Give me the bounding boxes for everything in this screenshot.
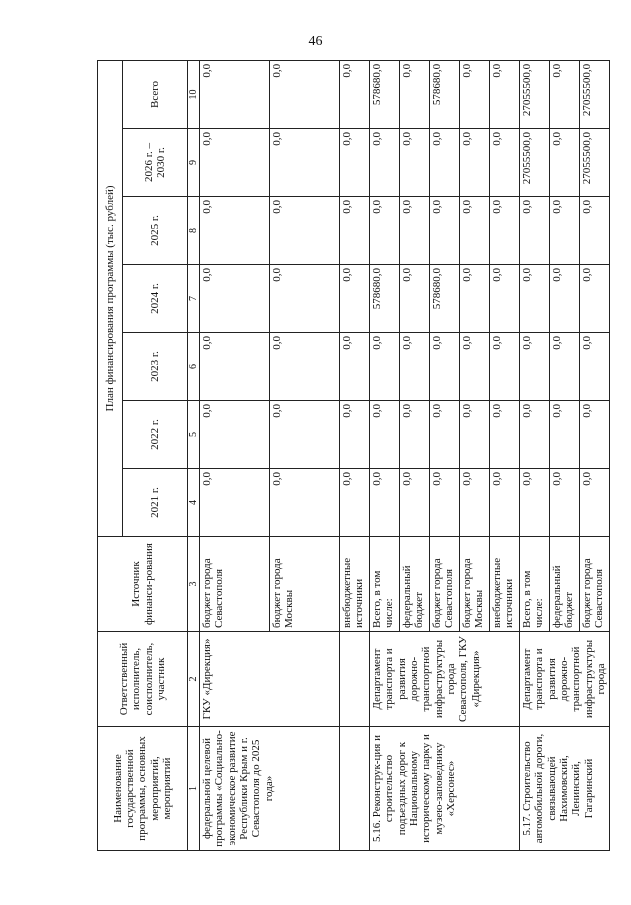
column-index: 2 xyxy=(188,632,200,727)
column-index: 8 xyxy=(188,197,200,265)
cell-2022: 0,0 xyxy=(200,401,270,469)
column-index: 6 xyxy=(188,333,200,401)
cell-2024: 0,0 xyxy=(550,265,580,333)
cell-2025: 0,0 xyxy=(550,197,580,265)
cell-2025: 0,0 xyxy=(430,197,460,265)
page-number: 46 xyxy=(308,34,323,49)
cell-2024: 0,0 xyxy=(580,265,610,333)
cell-2023: 0,0 xyxy=(460,333,490,401)
rotated-table-container xyxy=(97,61,607,851)
cell-2022: 0,0 xyxy=(340,401,370,469)
cell-2022: 0,0 xyxy=(270,401,340,469)
column-index: 3 xyxy=(188,537,200,632)
row-source: внебюджетные источники xyxy=(340,537,370,632)
row-name: федеральной целевой программы «Социально-экономическое развитие Республики Крым и г. Севастополя до 2025 года» xyxy=(200,727,340,851)
cell-total: 0,0 xyxy=(460,60,490,128)
cell-2021: 0,0 xyxy=(400,469,430,537)
cell-total: 0,0 xyxy=(270,60,340,128)
cell-2023: 0,0 xyxy=(400,333,430,401)
cell-2026-2030: 0,0 xyxy=(460,129,490,197)
cell-total: 0,0 xyxy=(340,60,370,128)
cell-2026-2030: 0,0 xyxy=(550,129,580,197)
header-2023: 2023 г. xyxy=(123,333,188,401)
cell-2023: 0,0 xyxy=(520,333,550,401)
row-name: 5.16. Реконструк-ция и строительство подъездных дорог к Национальному историческому парку и музею-заповеднику «Херсонес» xyxy=(370,727,520,851)
cell-2021: 0,0 xyxy=(270,469,340,537)
cell-2026-2030: 0,0 xyxy=(200,129,270,197)
cell-2023: 0,0 xyxy=(200,333,270,401)
cell-2025: 0,0 xyxy=(270,197,340,265)
cell-2023: 0,0 xyxy=(270,333,340,401)
cell-total: 578680,0 xyxy=(430,60,460,128)
cell-2022: 0,0 xyxy=(490,401,520,469)
cell-2024: 0,0 xyxy=(490,265,520,333)
cell-2023: 0,0 xyxy=(430,333,460,401)
cell-2026-2030: 27055500,0 xyxy=(580,129,610,197)
row-source: бюджет города Севастополя xyxy=(200,537,270,632)
cell-total: 0,0 xyxy=(490,60,520,128)
cell-2024: 0,0 xyxy=(270,265,340,333)
table-row xyxy=(370,60,400,850)
row-source: бюджет города Москвы xyxy=(460,537,490,632)
cell-total: 0,0 xyxy=(550,60,580,128)
cell-2021: 0,0 xyxy=(520,469,550,537)
column-index: 5 xyxy=(188,401,200,469)
cell-2024: 0,0 xyxy=(460,265,490,333)
cell-2023: 0,0 xyxy=(370,333,400,401)
column-index: 4 xyxy=(188,469,200,537)
cell-2025: 0,0 xyxy=(370,197,400,265)
financing-table xyxy=(97,60,610,851)
header-2024: 2024 г. xyxy=(123,265,188,333)
cell-2026-2030: 27055500,0 xyxy=(520,129,550,197)
row-source: бюджет города Москвы xyxy=(270,537,340,632)
header-executor: Ответственный исполнитель, соисполнитель, участник xyxy=(98,632,188,727)
cell-2023: 0,0 xyxy=(580,333,610,401)
cell-2025: 0,0 xyxy=(200,197,270,265)
cell-2023: 0,0 xyxy=(490,333,520,401)
row-name: 5.17. Строительство автомобильной дороги, связывающей Нахимовский, Ленинский, Гагаринский xyxy=(520,727,610,851)
header-name: Наименование государственной программы, основных мероприятий, мероприятий xyxy=(98,727,188,851)
cell-2024: 0,0 xyxy=(340,265,370,333)
cell-2026-2030: 0,0 xyxy=(430,129,460,197)
cell-2026-2030: 0,0 xyxy=(370,129,400,197)
cell-2022: 0,0 xyxy=(460,401,490,469)
cell-2024: 0,0 xyxy=(400,265,430,333)
header-plan: План финансирования программы (тыс. рублей) xyxy=(98,60,123,536)
cell-2022: 0,0 xyxy=(520,401,550,469)
header-2021: 2021 г. xyxy=(123,469,188,537)
row-source: Всего, в том числе: xyxy=(520,537,550,632)
row-source: федеральный бюджет xyxy=(400,537,430,632)
row-executor xyxy=(340,632,370,727)
row-source: бюджет города Севастополя xyxy=(430,537,460,632)
cell-2023: 0,0 xyxy=(340,333,370,401)
cell-2021: 0,0 xyxy=(550,469,580,537)
cell-2025: 0,0 xyxy=(490,197,520,265)
row-executor: Департамент транспорта и развития дорожно-транспортной инфраструктуры города xyxy=(520,632,610,727)
header-row-1 xyxy=(98,60,123,850)
header-2026-2030: 2026 г. – 2030 г. xyxy=(123,129,188,197)
cell-2022: 0,0 xyxy=(580,401,610,469)
cell-2021: 0,0 xyxy=(430,469,460,537)
cell-2024: 0,0 xyxy=(520,265,550,333)
cell-2021: 0,0 xyxy=(200,469,270,537)
column-index-row xyxy=(188,60,200,850)
column-index: 10 xyxy=(188,60,200,128)
cell-total: 27055500,0 xyxy=(580,60,610,128)
cell-2026-2030: 0,0 xyxy=(340,129,370,197)
cell-2021: 0,0 xyxy=(490,469,520,537)
cell-2025: 0,0 xyxy=(460,197,490,265)
header-2025: 2025 г. xyxy=(123,197,188,265)
column-index: 1 xyxy=(188,727,200,851)
cell-2022: 0,0 xyxy=(400,401,430,469)
cell-2021: 0,0 xyxy=(460,469,490,537)
cell-total: 578680,0 xyxy=(370,60,400,128)
cell-2025: 0,0 xyxy=(580,197,610,265)
row-source: федеральный бюджет xyxy=(550,537,580,632)
row-source: Всего, в том числе: xyxy=(370,537,400,632)
cell-total: 0,0 xyxy=(200,60,270,128)
header-2022: 2022 г. xyxy=(123,401,188,469)
cell-total: 0,0 xyxy=(400,60,430,128)
cell-total: 27055500,0 xyxy=(520,60,550,128)
cell-2025: 0,0 xyxy=(520,197,550,265)
row-source: бюджет города Севастополя xyxy=(580,537,610,632)
cell-2021: 0,0 xyxy=(580,469,610,537)
table-row xyxy=(520,60,550,850)
column-index: 9 xyxy=(188,129,200,197)
row-name xyxy=(340,727,370,851)
cell-2022: 0,0 xyxy=(370,401,400,469)
table-row xyxy=(200,60,270,850)
cell-2026-2030: 0,0 xyxy=(490,129,520,197)
cell-2026-2030: 0,0 xyxy=(400,129,430,197)
column-index: 7 xyxy=(188,265,200,333)
cell-2022: 0,0 xyxy=(430,401,460,469)
cell-2021: 0,0 xyxy=(340,469,370,537)
header-source: Источник финанси-рования xyxy=(98,537,188,632)
row-executor: ГКУ «Дирекция» xyxy=(200,632,340,727)
cell-2023: 0,0 xyxy=(550,333,580,401)
cell-2024: 578680,0 xyxy=(430,265,460,333)
header-total: Всего xyxy=(123,60,188,128)
cell-2022: 0,0 xyxy=(550,401,580,469)
row-executor: Департамент транспорта и развития дорожно-транспортной инфраструктуры города Севастополя, ГКУ «Дирекция» xyxy=(370,632,520,727)
cell-2021: 0,0 xyxy=(370,469,400,537)
cell-2026-2030: 0,0 xyxy=(270,129,340,197)
cell-2025: 0,0 xyxy=(400,197,430,265)
cell-2025: 0,0 xyxy=(340,197,370,265)
cell-2024: 0,0 xyxy=(200,265,270,333)
cell-2024: 578680,0 xyxy=(370,265,400,333)
table-row xyxy=(340,60,370,850)
row-source: внебюджетные источники xyxy=(490,537,520,632)
